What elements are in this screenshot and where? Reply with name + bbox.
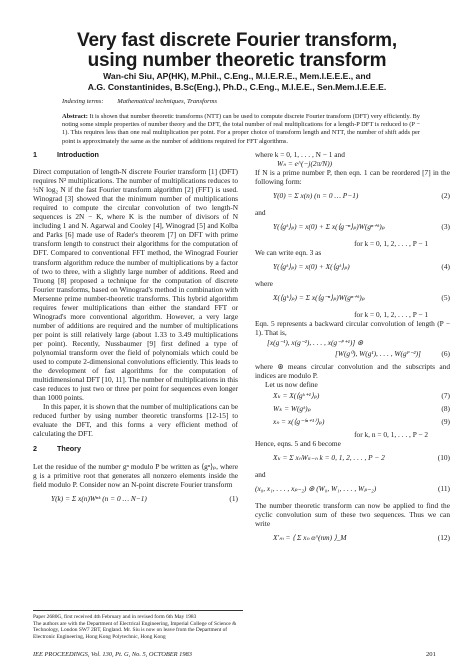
where-text-1: where	[255, 279, 273, 289]
intro-paragraph-2: In this paper, it is shown that the number of multiplications can be reduced further by using number theoretic transforms [12-15] to evaluate the DFT, and this forms a very efficient method of calculating the DFT.	[33, 402, 238, 439]
ntt-apply-text: The number theoretic transform can now be applied to find the cyclic convolution sum of these two sequences. Thus we can write	[255, 500, 450, 528]
intro-paragraph-1: Direct computation of length-N discrete Fourier transform [1] (DFT) requires N² multiplications. The number of multiplications reduces to ½N log₂ N if the fast Fourier transform algorithm [2] (FFT) is used. Winograd [3] showed that the minimum number of multiplications required to compute the circular convolution of two length-N sequences is 2N − K, where K is the number of divisors of N including 1 and N. Agarwal and Cooley [4], Winograd [5] and Kolba and Parks [6] made use of Rader's theorem [7] on DFT with prime transform length to construct their algorithms for the computation of DFT. Compared to conventional FFT method, the Winograd Fourier transform algorithm reduce the number of multiplications by a factor of two to three, with a slightly large number of additions. Reed and Truong [8] proposed a technique for the computation of discrete Fourier transforms, based on Winograd's method in combination with Mersenne prime number-theoretic transforms. This hybrid algorithm requires fewer multiplications than either the standard FFT or Winograd's more conventional algorithm. However, a very large number of additions are required and the number of multiplications per point is still relatively large (about 1.33 to 3.49 multiplications per point). Recently, Nussbaumer [9] first defined a type of polynomial transform over the field of polynomials which could be used to compute 2-dimensional convolutions efficiently. This leads to the development of fast algorithms for the computation of multidimensional DFT [10, 11]. The number of multiplications in this case reduces to just two or three per point for sequences even longer than 1000 points.	[33, 167, 238, 403]
theory-paragraph-1: Let the residue of the number gⁿ modulo P be written as ⟨gⁿ⟩ₚ, where g is a primitive root that generates all nonzero elements inside the field modulo P. Consider now an N-point discrete Fourier transform	[33, 461, 238, 489]
backward-convolution-text: Eqn. 5 represents a backward circular convolution of length (P − 1). That is,	[255, 319, 450, 338]
define-text: Let us now define	[265, 379, 318, 389]
circular-convolution-text: where ⊛ means circular convolution and the subscripts and indices are modulo P.	[255, 361, 450, 380]
equation-7: Xₖ = X(⟨gᵏ⁺¹⟩ₚ) (7)	[273, 390, 450, 400]
right-column	[255, 150, 450, 550]
prime-reorder-text: If N is a prime number P, then eqn. 1 can be reordered [7] in the following form:	[255, 168, 450, 187]
footnote: Paper 2680G, first received 4th February and in revised form 6th May 1983 The authors are with the Department of Electrical Engineering, Imperial College of Science & Technology, London SW7 2BT, England. Mr. Siu is now on leave from the Department of Electronic Engineering, Hong Kong Polytechnic, Hong Kong	[33, 610, 243, 640]
journal-footer: IEE PROCEEDINGS, Vol. 130, Pt. G, No. 5, OCTOBER 1983	[33, 651, 192, 658]
abstract-label: Abstract:	[62, 113, 88, 120]
equation-8: Wₖ = W(gᵏ)ₚ (8)	[273, 403, 450, 413]
equation-5: X(⟨gᵏ⟩ₚ) = Σ x(⟨g⁻ⁿ⟩ₚ)W(gⁿ⁺ᵏ)ₚ (5)	[273, 293, 450, 303]
where-k-text: where k = 0, 1, . . . , N − 1 and	[255, 150, 345, 159]
section-2-heading: 2 Theory	[33, 444, 81, 454]
indexing-label: Indexing terms:	[62, 98, 104, 105]
write-eqn3-text: We can write eqn. 3 as	[255, 248, 322, 258]
equation-6a: [x(g⁻¹), x(g⁻²), . . . , x(g⁻ᴾ⁺¹)] ⊛	[267, 337, 364, 347]
hence-text: Hence, eqns. 5 and 6 become	[255, 438, 341, 448]
and-text-1: and	[255, 208, 266, 218]
eq5-range: for k = 0, 1, 2, . . . , P − 1	[354, 310, 428, 320]
paper-title-line-1: Very fast discrete Fourier transform,	[77, 30, 397, 51]
left-column	[33, 150, 238, 511]
indexing-terms	[62, 98, 217, 105]
eq3-range: for k = 0, 1, 2, . . . , P − 1	[354, 239, 428, 249]
eq9-range: for k, n = 0, 1, . . . , P − 2	[354, 429, 428, 439]
abstract	[62, 113, 420, 146]
equation-11: (x₀, x₁, . . . , xₚ₋₂) ⊛ (W₀, W₁, . . . , Wₚ₋₂) (11)	[255, 483, 450, 493]
abstract-text: It is shown that number theoretic transforms (NTT) can be used to compute discrete Fourier transform (DFT) very efficiently. By noting some simple properties of number theory and the DFT, the total number of real multiplications for a length-P DFT is reduced to (P − 1). This requires less than one real multiplication per point. For a proper choice of transform length and NTT, the number of shift adds per point is approximately the same as the number of additions required for FFT algorithms.	[62, 113, 420, 145]
and-text-2: and	[255, 469, 266, 479]
equation-10: Xₖ = Σ xₙWₖ₋ₙ k = 0, 1, 2, . . . , P − 2 (10)	[273, 452, 450, 462]
equation-2: Y(0) = Σ x(n) (n = 0 … P−1) (2)	[273, 191, 450, 201]
equation-3: Y(⟨gᵏ⟩ₚ) = x(0) + Σ x(⟨g⁻ⁿ⟩ₚ)W(gⁿ⁺ᵏ)ₚ (3)	[273, 222, 450, 232]
equation-6b: [W(g⁰), W(g¹), . . . , W(gᴾ⁻²)] (6)	[335, 348, 450, 358]
equation-9: xₙ = x(⟨g⁻⁽ⁿ⁺¹⁾⟩ₚ) (9)	[273, 416, 450, 426]
authors-line-1: Wan-chi Siu, AP(HK), M.Phil., C.Eng., M.I.E.R.E., Mem.I.E.E.E., and	[103, 71, 371, 81]
w-definition: Wₙ = e^(−j(2π/N))	[277, 159, 333, 169]
equation-4: Y(⟨gᵏ⟩ₚ) = x(0) + X(⟨gᵏ⟩ₚ) (4)	[273, 262, 450, 272]
equation-1: Y(k) = Σ x(n)Wⁿᵏ (n = 0 … N−1) (1)	[51, 493, 238, 503]
paper-title-line-2: using number theoretic transform	[87, 50, 387, 71]
equation-12: X′ₘ = ⟨ Σ xₙ α^(nm) ⟩_M (12)	[273, 532, 450, 542]
indexing-values: Mathematical techniques, Transforms	[117, 98, 218, 105]
section-1-heading: 1 Introduction	[33, 150, 99, 159]
page-number: 201	[426, 651, 436, 658]
authors-line-2: A.G. Constantinides, B.Sc(Eng.), Ph.D., C.Eng., M.I.E.E., Sen.Mem.I.E.E.E.	[87, 82, 387, 92]
